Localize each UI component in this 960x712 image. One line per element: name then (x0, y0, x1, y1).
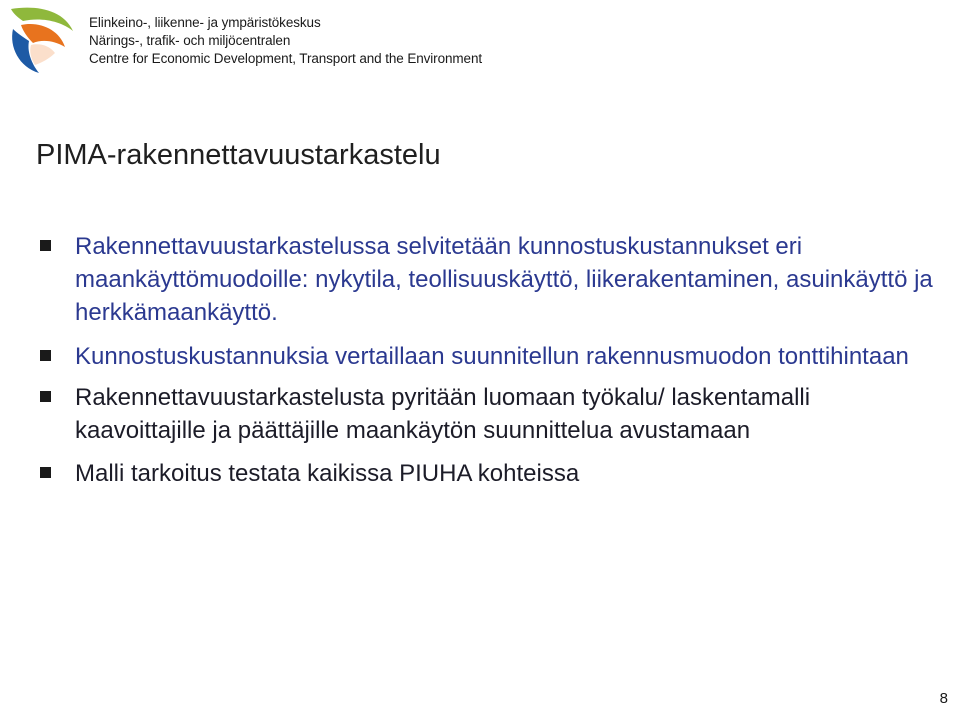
slide-title: PIMA-rakennettavuustarkastelu (36, 139, 441, 171)
bullet-text: Kunnostuskustannuksia vertaillaan suunnitellun rakennusmuodon tonttihintaan (75, 343, 909, 370)
slide-header (0, 0, 960, 80)
bullet-item (36, 457, 936, 490)
bullet-list (36, 230, 936, 490)
bullet-item (36, 381, 936, 447)
bullet-item (36, 230, 936, 329)
square-bullet-icon (40, 240, 51, 251)
organization-name (89, 14, 482, 68)
bullet-text: Rakennettavuustarkastelussa selvitetään kunnostuskustannukset eri maankäyttömuodoille: nykytila, teollisuuskäyttö, liikerakentaminen, asuinkäyttö ja herkkämaankäyttö. (75, 233, 933, 326)
org-name-english: Centre for Economic Development, Transport and the Environment (89, 51, 482, 66)
square-bullet-icon (40, 391, 51, 402)
square-bullet-icon (40, 350, 51, 361)
org-name-swedish: Närings-, trafik- och miljöcentralen (89, 33, 291, 48)
logo-inner-shape (30, 44, 55, 65)
bullet-item (36, 340, 936, 373)
ely-logo-icon (5, 3, 79, 77)
page-number: 8 (939, 690, 948, 707)
bullet-text: Malli tarkoitus testata kaikissa PIUHA kohteissa (75, 460, 580, 487)
org-name-finnish: Elinkeino-, liikenne- ja ympäristökeskus (89, 15, 321, 30)
bullet-text: Rakennettavuustarkastelusta pyritään luomaan työkalu/ laskentamalli kaavoittajille ja päättäjille maankäytön suunnittelua avustamaan (75, 384, 811, 444)
square-bullet-icon (40, 467, 51, 478)
